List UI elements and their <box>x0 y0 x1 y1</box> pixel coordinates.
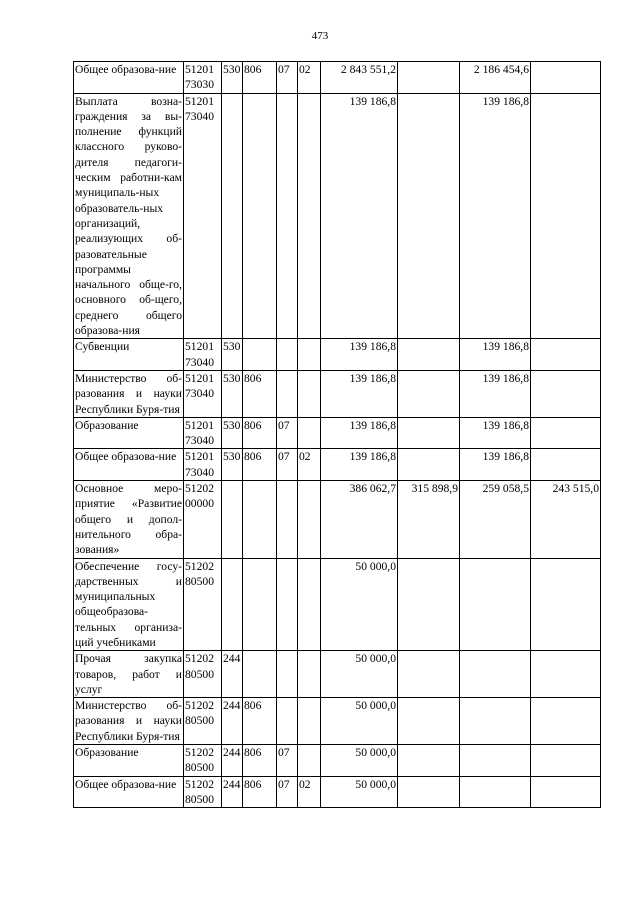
target-code-cell: 51202 80500 <box>184 698 222 745</box>
amount-2-cell: 315 898,9 <box>398 481 460 558</box>
department-code-cell: 806 <box>243 449 277 481</box>
item-name-cell: Образование <box>74 417 184 449</box>
expense-type-cell: 530 <box>222 449 243 481</box>
department-code-cell <box>243 651 277 698</box>
target-code-cell: 51202 80500 <box>184 651 222 698</box>
amount-4-cell <box>531 417 601 449</box>
expense-type-cell <box>222 481 243 558</box>
expense-type-cell: 530 <box>222 339 243 371</box>
amount-1-cell: 139 186,8 <box>321 370 398 417</box>
amount-1-cell: 50 000,0 <box>321 745 398 777</box>
section-cell <box>277 339 298 371</box>
expense-type-cell: 244 <box>222 698 243 745</box>
amount-2-cell <box>398 62 460 94</box>
amount-3-cell: 139 186,8 <box>460 93 531 339</box>
amount-4-cell <box>531 62 601 94</box>
subsection-cell: 02 <box>298 62 321 94</box>
table-row <box>74 417 601 449</box>
subsection-cell <box>298 370 321 417</box>
section-cell <box>277 651 298 698</box>
table-row <box>74 558 601 651</box>
department-code-cell: 806 <box>243 776 277 808</box>
amount-4-cell <box>531 449 601 481</box>
target-code-cell: 51201 73030 <box>184 62 222 94</box>
amount-2-cell <box>398 558 460 651</box>
subsection-cell: 02 <box>298 449 321 481</box>
section-cell <box>277 370 298 417</box>
amount-2-cell <box>398 745 460 777</box>
item-name-cell: Министерство об-разования и науки Республики Буря-тия <box>75 699 182 743</box>
target-code-cell: 51201 73040 <box>184 339 222 371</box>
expense-type-cell <box>222 558 243 651</box>
amount-3-cell <box>460 776 531 808</box>
item-name-cell: Общее образова-ние <box>74 62 184 94</box>
amount-2-cell <box>398 417 460 449</box>
amount-4-cell <box>531 370 601 417</box>
amount-2-cell <box>398 93 460 339</box>
item-name-cell: Субвенции <box>74 339 184 371</box>
subsection-cell <box>298 651 321 698</box>
amount-2-cell <box>398 651 460 698</box>
expense-type-cell: 530 <box>222 62 243 94</box>
expense-type-cell: 244 <box>222 776 243 808</box>
amount-1-cell: 50 000,0 <box>321 698 398 745</box>
amount-3-cell: 2 186 454,6 <box>460 62 531 94</box>
table-row <box>74 698 601 745</box>
budget-table <box>73 61 601 808</box>
expense-type-cell <box>222 93 243 339</box>
item-name-cell: Общее образова-ние <box>74 776 184 808</box>
subsection-cell <box>298 745 321 777</box>
expense-type-cell: 530 <box>222 370 243 417</box>
section-cell <box>277 558 298 651</box>
table-row <box>74 776 601 808</box>
subsection-cell <box>298 698 321 745</box>
amount-3-cell <box>460 651 531 698</box>
amount-3-cell: 139 186,8 <box>460 370 531 417</box>
amount-1-cell: 139 186,8 <box>321 449 398 481</box>
department-code-cell: 806 <box>243 370 277 417</box>
table-row <box>74 62 601 94</box>
page-number: 473 <box>311 30 329 42</box>
target-code-cell: 51202 80500 <box>184 558 222 651</box>
table-row <box>74 93 601 339</box>
table-row <box>74 449 601 481</box>
amount-3-cell <box>460 745 531 777</box>
table-row <box>74 651 601 698</box>
amount-4-cell <box>531 558 601 651</box>
section-cell <box>277 93 298 339</box>
department-code-cell: 806 <box>243 417 277 449</box>
target-code-cell: 51201 73040 <box>184 417 222 449</box>
department-code-cell <box>243 481 277 558</box>
amount-4-cell: 243 515,0 <box>531 481 601 558</box>
amount-4-cell <box>531 776 601 808</box>
item-name-cell: Выплата возна-граждения за вы-полнение функций классного руково-дителя педагоги-ческим работни-кам муниципаль-ных образователь-ных организаций, реализующих об-разовательные программы начального обще-го, основного об-щего, среднего общего образова-ния <box>75 94 182 338</box>
subsection-cell <box>298 339 321 371</box>
amount-1-cell: 386 062,7 <box>321 481 398 558</box>
amount-2-cell <box>398 698 460 745</box>
item-name-cell: Общее образова-ние <box>74 449 184 481</box>
subsection-cell <box>298 558 321 651</box>
table-row <box>74 339 601 371</box>
item-name-cell: Прочая закупка товаров, работ и услуг <box>75 652 182 696</box>
department-code-cell <box>243 93 277 339</box>
item-name-cell: Образование <box>74 745 184 777</box>
amount-1-cell: 139 186,8 <box>321 93 398 339</box>
subsection-cell: 02 <box>298 776 321 808</box>
section-cell <box>277 481 298 558</box>
section-cell: 07 <box>277 417 298 449</box>
budget-table-body <box>74 62 601 808</box>
amount-4-cell <box>531 698 601 745</box>
amount-2-cell <box>398 776 460 808</box>
department-code-cell: 806 <box>243 62 277 94</box>
table-row <box>74 481 601 558</box>
section-cell: 07 <box>277 449 298 481</box>
department-code-cell: 806 <box>243 745 277 777</box>
section-cell: 07 <box>277 776 298 808</box>
department-code-cell <box>243 558 277 651</box>
subsection-cell <box>298 417 321 449</box>
amount-4-cell <box>531 93 601 339</box>
target-code-cell: 51202 80500 <box>184 776 222 808</box>
amount-2-cell <box>398 339 460 371</box>
amount-2-cell <box>398 449 460 481</box>
item-name-cell: Обеспечение госу-дарственных и муниципальных общеобразова-тельных организа-ций учебниками <box>75 559 182 649</box>
section-cell: 07 <box>277 745 298 777</box>
expense-type-cell: 244 <box>222 651 243 698</box>
section-cell: 07 <box>277 62 298 94</box>
target-code-cell: 51202 80500 <box>184 745 222 777</box>
amount-3-cell: 139 186,8 <box>460 449 531 481</box>
subsection-cell <box>298 93 321 339</box>
amount-4-cell <box>531 339 601 371</box>
section-cell <box>277 698 298 745</box>
expense-type-cell: 530 <box>222 417 243 449</box>
amount-3-cell: 139 186,8 <box>460 339 531 371</box>
amount-4-cell <box>531 651 601 698</box>
amount-4-cell <box>531 745 601 777</box>
amount-3-cell <box>460 558 531 651</box>
target-code-cell: 51202 00000 <box>184 481 222 558</box>
table-row <box>74 370 601 417</box>
target-code-cell: 51201 73040 <box>184 370 222 417</box>
target-code-cell: 51201 73040 <box>184 449 222 481</box>
amount-1-cell: 50 000,0 <box>321 651 398 698</box>
expense-type-cell: 244 <box>222 745 243 777</box>
amount-1-cell: 2 843 551,2 <box>321 62 398 94</box>
amount-2-cell <box>398 370 460 417</box>
amount-1-cell: 139 186,8 <box>321 417 398 449</box>
amount-3-cell: 259 058,5 <box>460 481 531 558</box>
department-code-cell <box>243 339 277 371</box>
amount-3-cell: 139 186,8 <box>460 417 531 449</box>
target-code-cell: 51201 73040 <box>184 93 222 339</box>
amount-3-cell <box>460 698 531 745</box>
amount-1-cell: 139 186,8 <box>321 339 398 371</box>
item-name-cell: Министерство об-разования и науки Республики Буря-тия <box>75 371 182 416</box>
department-code-cell: 806 <box>243 698 277 745</box>
amount-1-cell: 50 000,0 <box>321 776 398 808</box>
subsection-cell <box>298 481 321 558</box>
item-name-cell: Основное меро-приятие «Развитие общего и допол-нительного обра-зования» <box>75 482 182 557</box>
table-row <box>74 745 601 777</box>
amount-1-cell: 50 000,0 <box>321 558 398 651</box>
